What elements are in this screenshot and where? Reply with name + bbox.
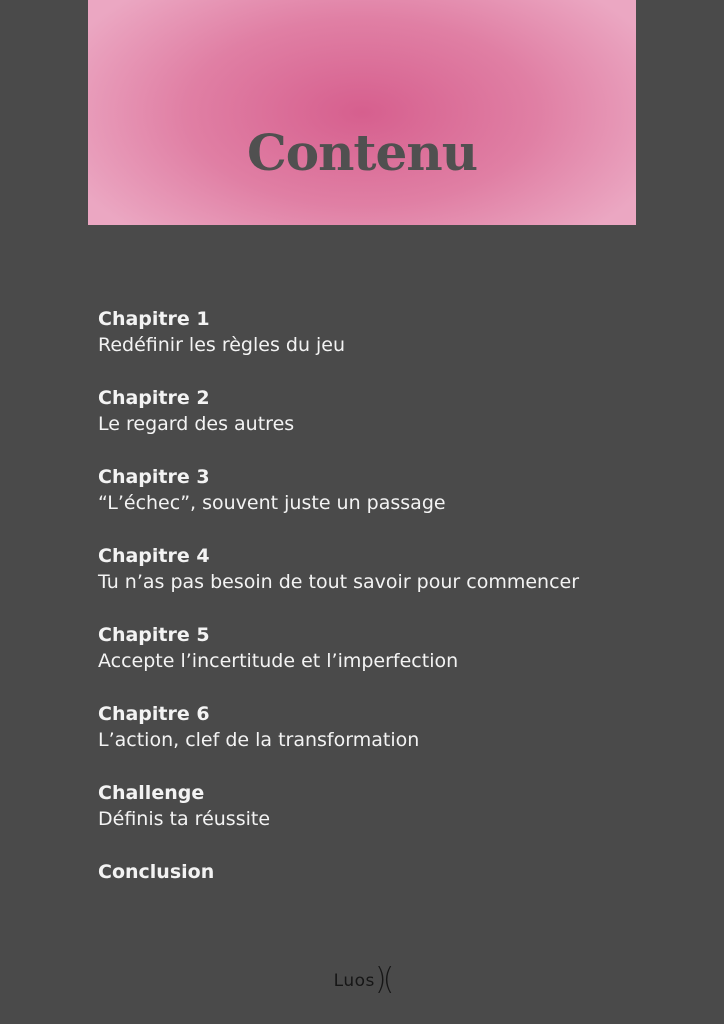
toc-item-subtitle: “L’échec”, souvent juste un passage [98, 492, 446, 514]
table-of-contents [98, 306, 658, 938]
toc-item-subtitle: Accepte l’incertitude et l’imperfection [98, 650, 459, 672]
toc-item-heading: Chapitre 6 [98, 703, 210, 725]
toc-item-heading: Chapitre 4 [98, 545, 210, 567]
toc-item-subtitle: L’action, clef de la transformation [98, 729, 420, 751]
toc-item-chapitre-6[interactable] [98, 701, 658, 780]
toc-item-heading: Chapitre 5 [98, 624, 210, 646]
toc-item-subtitle: Tu n’as pas besoin de tout savoir pour commencer [98, 571, 580, 593]
page-title: Contenu [246, 123, 478, 182]
toc-item-heading: Conclusion [98, 861, 215, 883]
brand-logo [0, 962, 724, 997]
toc-item-heading: Chapitre 1 [98, 308, 210, 330]
title-banner [88, 0, 636, 225]
toc-item-heading: Chapitre 2 [98, 387, 210, 409]
logo-parentheses-icon: )( [374, 962, 391, 997]
toc-item-subtitle: Définis ta réussite [98, 808, 271, 830]
logo-wordmark: Luos [333, 971, 375, 991]
toc-item-heading: Chapitre 3 [98, 466, 210, 488]
toc-item-chapitre-4[interactable] [98, 543, 658, 622]
toc-item-conclusion[interactable] [98, 859, 658, 938]
toc-item-chapitre-5[interactable] [98, 622, 658, 701]
toc-item-chapitre-3[interactable] [98, 464, 658, 543]
toc-item-subtitle: Le regard des autres [98, 413, 295, 435]
toc-item-chapitre-1[interactable] [98, 306, 658, 385]
toc-item-chapitre-2[interactable] [98, 385, 658, 464]
toc-item-challenge[interactable] [98, 780, 658, 859]
toc-item-heading: Challenge [98, 782, 205, 804]
toc-item-subtitle: Redéfinir les règles du jeu [98, 334, 346, 356]
